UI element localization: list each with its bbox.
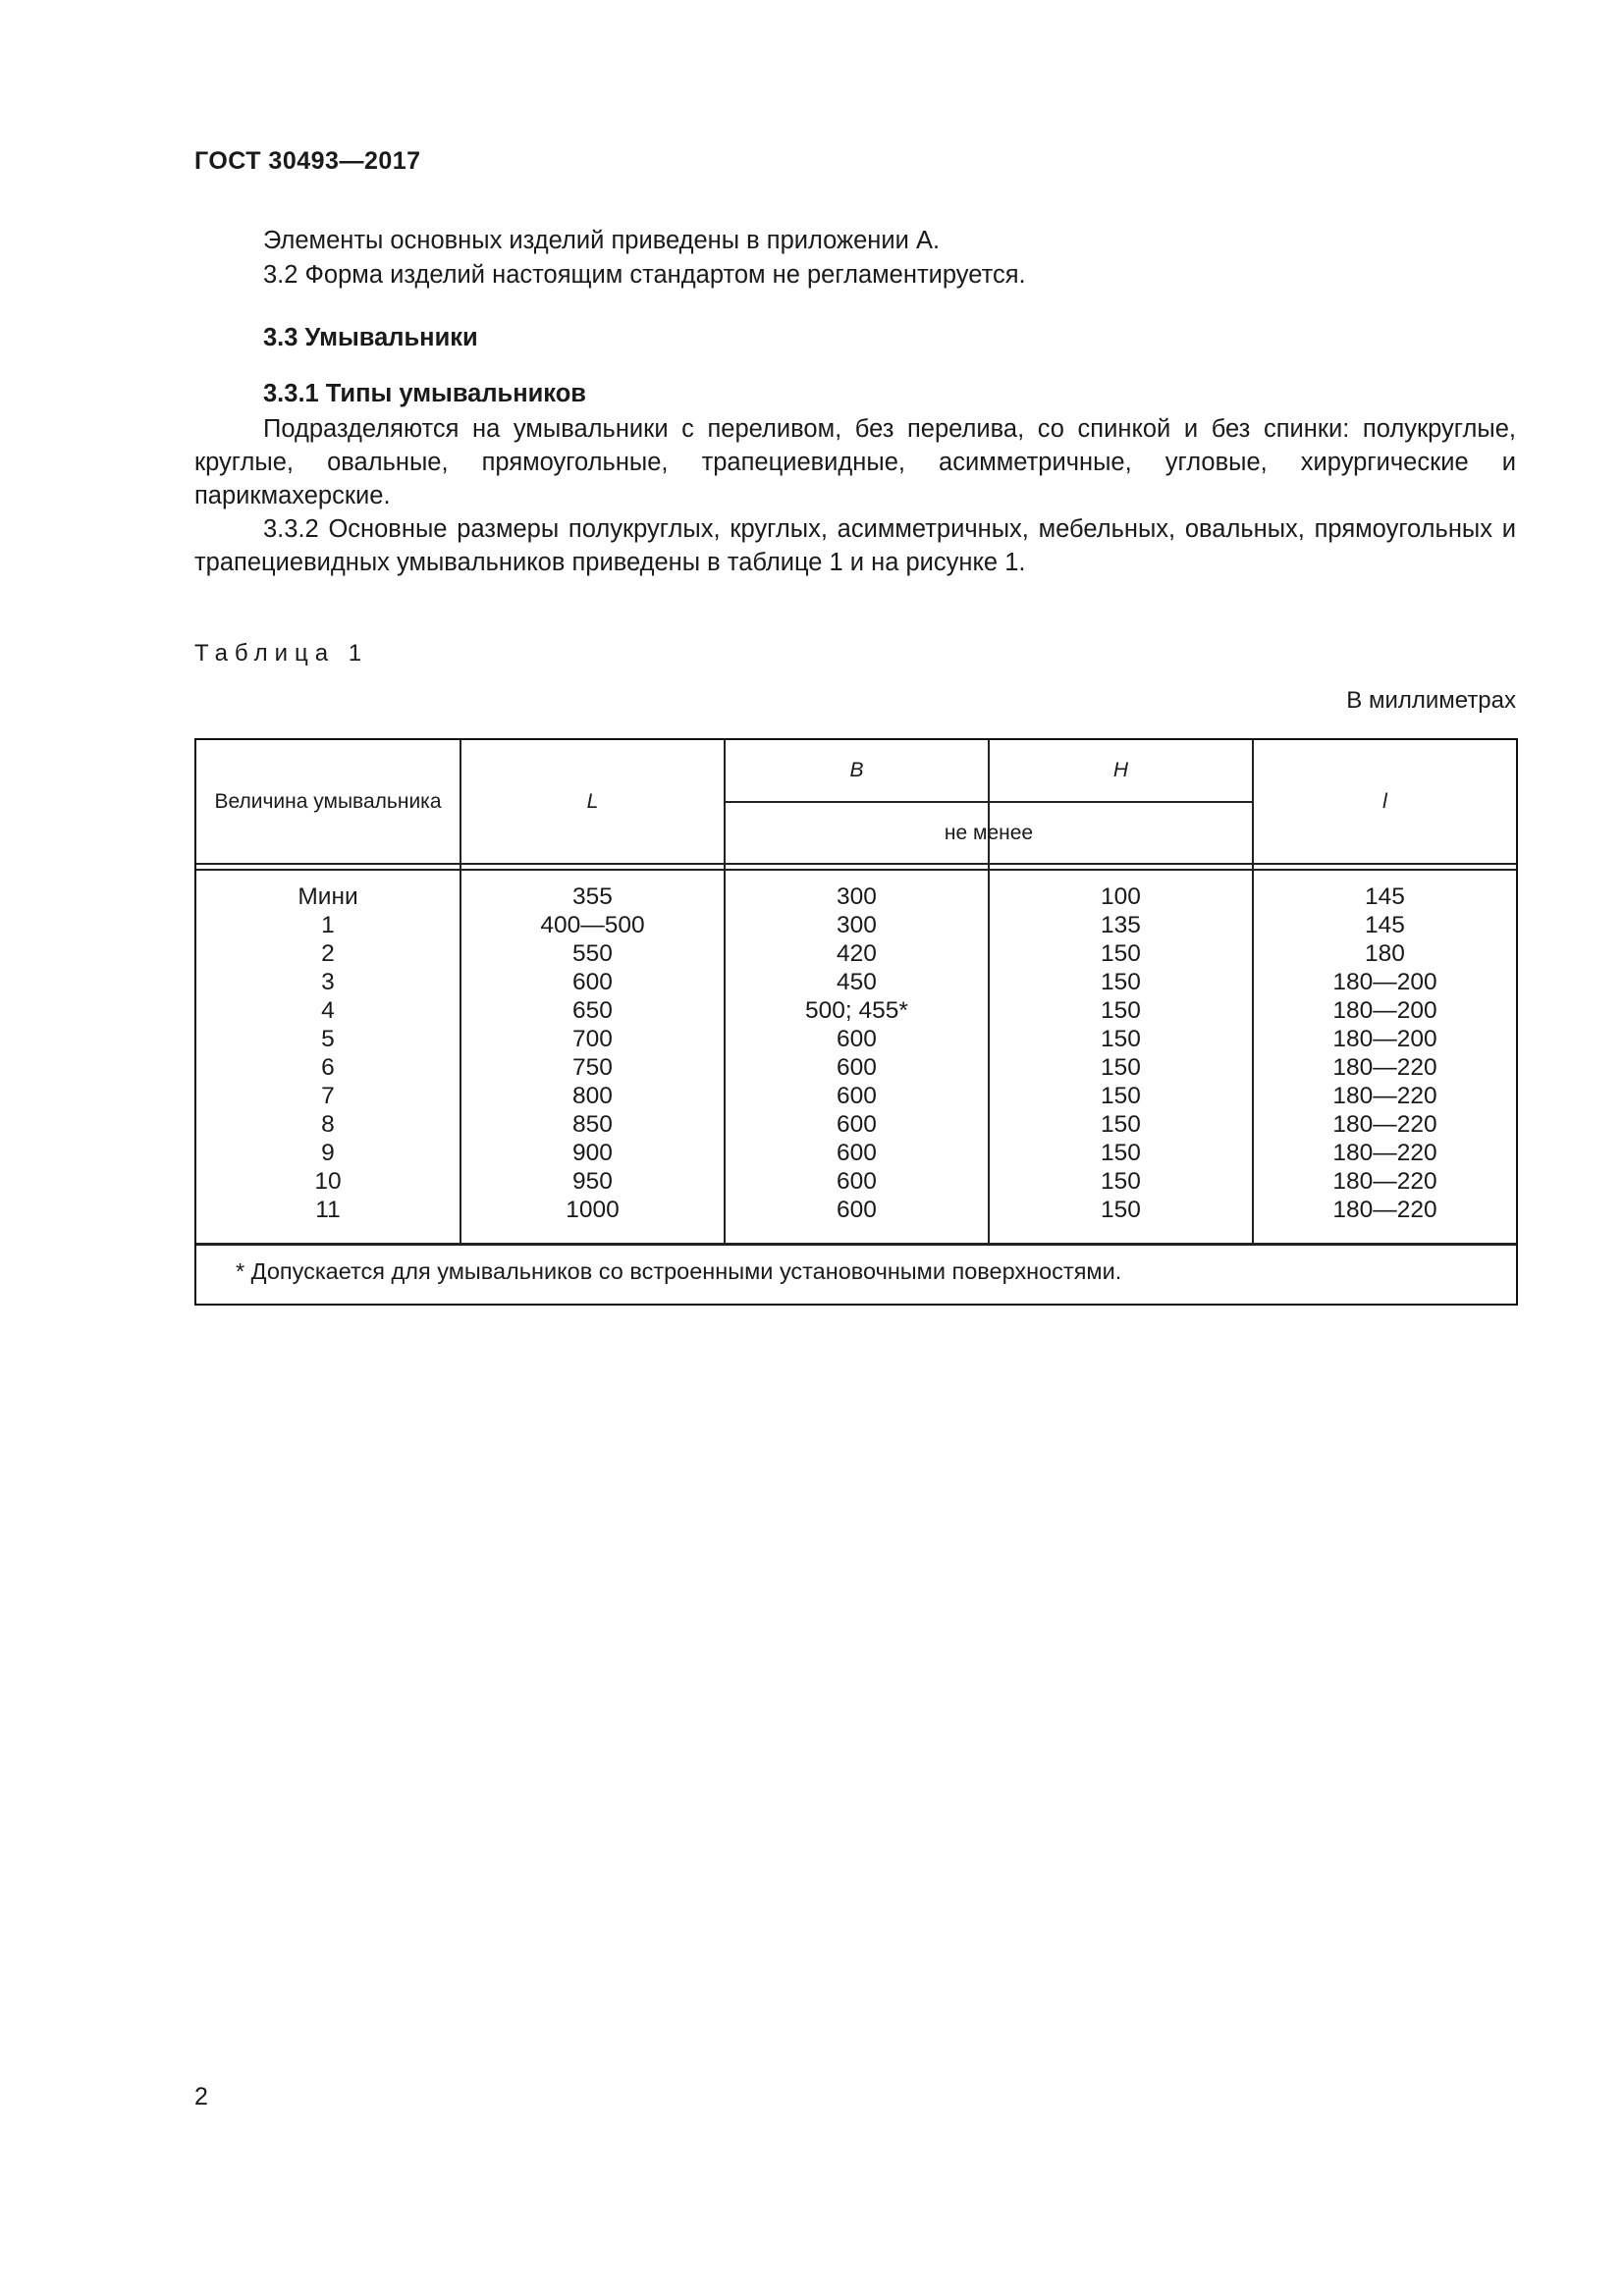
table-cell: 180—200 [1332, 969, 1437, 995]
table-cell: 300 [837, 883, 877, 910]
column-H [990, 882, 1252, 1224]
header-L: L [586, 789, 599, 813]
table-cell: 150 [1101, 940, 1141, 967]
table-cell: 150 [1101, 1197, 1141, 1223]
table-cell: 150 [1101, 997, 1141, 1024]
table-cell: 800 [572, 1083, 613, 1109]
header-B: B [849, 759, 864, 781]
header-not-less: не менее [944, 821, 1034, 844]
table-cell: 10 [314, 1168, 342, 1195]
table-caption: Таблица 1 [194, 640, 369, 667]
table-cell: 700 [572, 1026, 613, 1052]
section-3-3-1-text: Подразделяются на умывальники с переливом, без перелива, со спинкой и без спинки: полукруглые, круглые, овальные, прямоугольные, трапециевидные, асимметричные, угловые, хирургические и парикмахерские. [194, 415, 1516, 509]
table-cell: 900 [572, 1140, 613, 1166]
table-cell: 9 [321, 1140, 335, 1166]
table-cell: 150 [1101, 1026, 1141, 1052]
table-cell: 180—220 [1332, 1197, 1437, 1223]
header-H: H [1112, 759, 1129, 781]
table-cell: 2 [321, 940, 335, 967]
column-B [726, 882, 988, 1224]
table-cell: 600 [837, 1054, 877, 1081]
section-3-2-text: 3.2 Форма изделий настоящим стандартом не регламентируется. [263, 261, 1026, 289]
table-cell: 135 [1101, 912, 1141, 938]
table-cell: 8 [321, 1111, 335, 1138]
table-cell: 550 [572, 940, 613, 967]
table-cell: 750 [572, 1054, 613, 1081]
header-size: Величина умывальника [214, 789, 442, 813]
table-cell: 145 [1365, 883, 1405, 910]
table-cell: 6 [321, 1054, 335, 1081]
table-cell: 600 [837, 1140, 877, 1166]
table-cell: 600 [837, 1168, 877, 1195]
table-cell: 150 [1101, 1083, 1141, 1109]
column-l [1254, 882, 1516, 1224]
table-units: В миллиметрах [1346, 687, 1516, 714]
table-cell: 4 [321, 997, 335, 1024]
table-cell: 3 [321, 969, 335, 995]
dimensions-table [194, 738, 1518, 1306]
document-header: ГОСТ 30493—2017 [194, 147, 421, 175]
table-cell: 850 [572, 1111, 613, 1138]
section-3-3-1-heading: 3.3.1 Типы умывальников [263, 380, 586, 407]
section-3-3-heading: 3.3 Умывальники [263, 324, 478, 351]
header-l: l [1382, 789, 1387, 813]
table-cell: 180 [1365, 940, 1405, 967]
page-number: 2 [194, 2083, 208, 2110]
table-cell: 600 [572, 969, 613, 995]
table-cell: 180—200 [1332, 1026, 1437, 1052]
table-cell: 150 [1101, 969, 1141, 995]
column-size [196, 882, 460, 1224]
table-cell: 500; 455* [805, 997, 908, 1024]
table-cell: 145 [1365, 912, 1405, 938]
table-cell: 180—200 [1332, 997, 1437, 1024]
table-cell: 600 [837, 1026, 877, 1052]
table-cell: 300 [837, 912, 877, 938]
table-cell: 600 [837, 1111, 877, 1138]
intro-line-1: Элементы основных изделий приведены в приложении А. [263, 227, 941, 254]
table-cell: Мини [298, 883, 358, 910]
section-3-3-2-text: 3.3.2 Основные размеры полукруглых, круглых, асимметричных, мебельных, овальных, прямоугольных и трапециевидных умывальников приведены в таблице 1 и на рисунке 1. [194, 515, 1516, 576]
table-cell: 180—220 [1332, 1111, 1437, 1138]
table-cell: 180—220 [1332, 1168, 1437, 1195]
table-cell: 7 [321, 1083, 335, 1109]
table-cell: 950 [572, 1168, 613, 1195]
table-cell: 150 [1101, 1140, 1141, 1166]
table-cell: 150 [1101, 1168, 1141, 1195]
table-cell: 11 [315, 1197, 341, 1223]
table-cell: 180—220 [1332, 1140, 1437, 1166]
table-cell: 400—500 [540, 912, 645, 938]
table-cell: 150 [1101, 1054, 1141, 1081]
table-cell: 420 [837, 940, 877, 967]
table-cell: 600 [837, 1197, 877, 1223]
table-cell: 650 [572, 997, 613, 1024]
column-L [461, 882, 724, 1224]
table-cell: 355 [572, 883, 613, 910]
table-cell: 450 [837, 969, 877, 995]
table-cell: 100 [1101, 883, 1141, 910]
table-cell: 180—220 [1332, 1054, 1437, 1081]
table-cell: 600 [837, 1083, 877, 1109]
table-cell: 180—220 [1332, 1083, 1437, 1109]
table-cell: 1 [321, 912, 335, 938]
table-cell: 150 [1101, 1111, 1141, 1138]
table-cell: 5 [321, 1026, 335, 1052]
table-cell: 1000 [566, 1197, 620, 1223]
table-footnote: * Допускается для умывальников со встроенными установочными поверхностями. [236, 1258, 1122, 1284]
